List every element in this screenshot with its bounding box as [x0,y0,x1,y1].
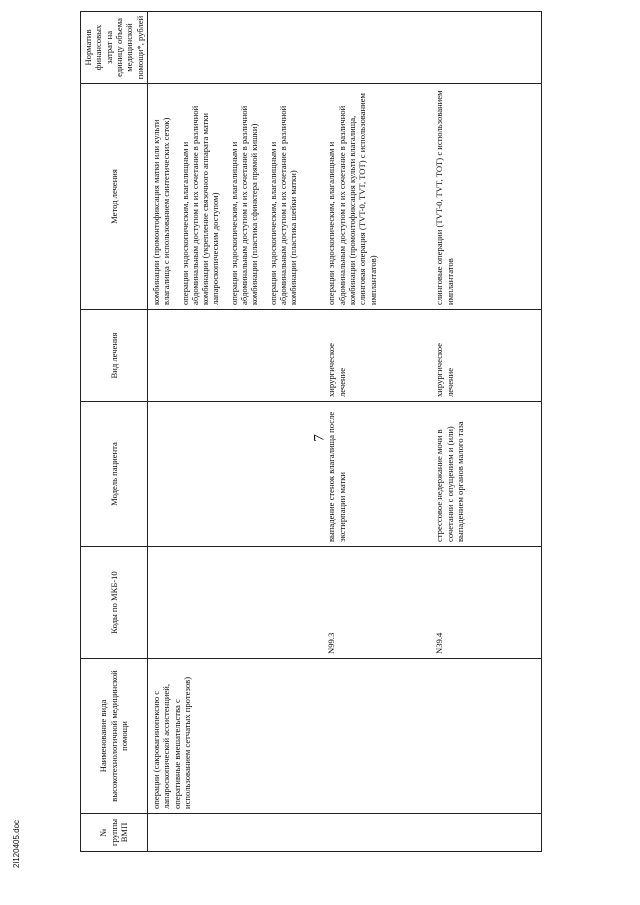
cell-name: операции (сакровагинопексию с лапароскопической ассистенцией, оперативные вмешательства с использованием сетчатых протезов) [147,659,323,814]
cell-norm [147,12,323,84]
method-text: слинговые операции (TVT-0, TVT, TOT) с использованием имплантатов [434,90,455,305]
header-method: Метод лечения [81,84,148,310]
cell-codes [147,547,323,659]
table-row [147,12,323,852]
cell-method [431,84,541,310]
cell-norm [431,12,541,84]
cell-type: хирургическое лечение [431,310,541,402]
cell-type: хирургическое лечение [323,310,431,402]
cell-model: стрессовое недержание мочи в сочетании с опущением и (или) выпадением органов малого таза [431,402,541,547]
cell-group [147,814,323,852]
cell-group [431,814,541,852]
cell-group [323,814,431,852]
method-text: операции эндоскопическим, влагалищным и абдоминальным доступом и их сочетание в различной комбинации (укрепление связочного аппарата матки лапароскопическим доступом) [179,105,221,305]
table-row [323,12,431,852]
method-text: операции эндоскопическим, влагалищным и абдоминальным доступом и их сочетание в различной комбинации (пластика шейки матки) [267,105,299,305]
document-filename: 2l120405.doc [12,819,21,868]
cell-method [323,84,431,310]
table-row [431,12,541,852]
cell-codes: N99.3 [323,547,431,659]
method-text: операции эндоскопическим, влагалищным и абдоминальным доступом и их сочетание в различной комбинации (пластика сфинктера прямой кишки) [228,105,260,305]
cell-model: выпадение стенок влагалища после экстирпации матки [323,402,431,547]
cell-name [323,659,431,814]
cell-method [147,84,323,310]
header-codes: Коды по МКБ-10 [81,547,148,659]
header-group: № группы ВМП [81,814,148,852]
table-header-row [81,12,148,852]
cell-type [147,310,323,402]
method-text: комбинации (промонтофиксация матки или культи влагалища с использованием синтетических сеток) [150,117,172,305]
page-number: 7 [311,434,328,442]
rotated-table-container [80,12,525,852]
cell-codes: N39.4 [431,547,541,659]
cell-norm [323,12,431,84]
header-type: Вид лечения [81,310,148,402]
method-text: операции эндоскопическим, влагалищным и абдоминальным доступом и их сочетание в различной комбинации (промонтофиксация культи влагалища, слинговая операция (TVT-0, TVT, TOT) с использованием имплантатов) [326,93,378,305]
cell-model [147,402,323,547]
cell-name [431,659,541,814]
vmp-table [80,11,542,852]
header-norm: Норматив финансовых затрат на единицу объема медицинской помощи*, рублей [81,12,148,84]
header-name: Наименование вида высокотехнологичной медицинской помощи [81,659,148,814]
header-model: Модель пациента [81,402,148,547]
